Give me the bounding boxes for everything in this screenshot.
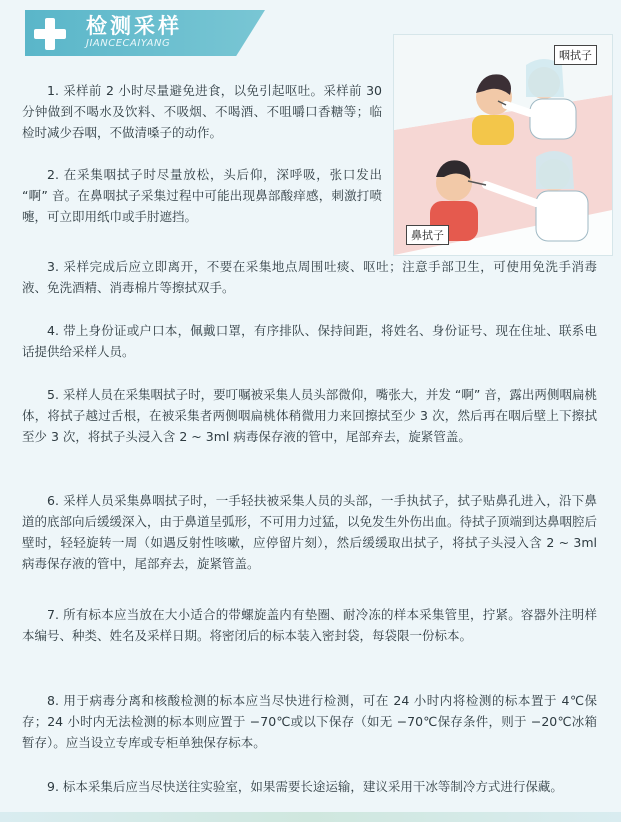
paragraph-7: 7. 所有标本应当放在大小适合的带螺旋盖内有垫圈、耐冷冻的样本采集管里，拧紧。容器外注明样本编号、种类、姓名及采样日期。将密闭后的标本装入密封袋，每袋限一份标本。: [22, 607, 597, 643]
paragraph-3: 3. 采样完成后应立即离开，不要在采集地点周围吐痰、呕吐；注意手部卫生，可使用免洗手消毒液、免洗酒精、消毒棉片等擦拭双手。: [22, 259, 597, 295]
page-title: 检测采样: [86, 14, 182, 38]
paragraph-6: 6. 采样人员采集鼻咽拭子时，一手轻扶被采集人员的头部，一手执拭子，拭子贴鼻孔进入，沿下鼻道的底部向后缓缓深入，由于鼻道呈弧形，不可用力过猛，以免发生外伤出血。待拭子顶端到达鼻咽腔后壁时，轻轻旋转一周（如遇反射性咳嗽，应停留片刻），然后缓缓取出拭子，将拭子头浸入含 2 ~ 3ml 病毒保存液的管中，尾部弃去，旋紧管盖。: [22, 493, 598, 571]
paragraph-1: 1. 采样前 2 小时尽量避免进食，以免引起呕吐。采样前 30 分钟做到不喝水及饮料、不吸烟、不喝酒、不咀嚼口香糖等；临检时减少吞咽，不做清嗓子的动作。: [22, 83, 382, 140]
page-subtitle: JIANCECAIYANG: [86, 38, 171, 49]
nose-swab-label: 鼻拭子: [406, 225, 449, 245]
bottom-decoration: [0, 812, 621, 822]
medical-cross-icon: [34, 18, 66, 50]
throat-swab-label: 咽拭子: [554, 45, 597, 65]
paragraph-9: 9. 标本采集后应当尽快送往实验室，如果需要长途运输，建议采用干冰等制冷方式进行保藏。: [47, 779, 563, 794]
paragraph-4: 4. 带上身份证或户口本，佩戴口罩，有序排队、保持间距，将姓名、身份证号、现在住址、联系电话提供给采样人员。: [22, 323, 597, 359]
paragraph-2: 2. 在采集咽拭子时尽量放松，头后仰，深呼吸，张口发出 “啊” 音。在鼻咽拭子采集过程中可能出现鼻部酸痒感，刺激打喷嚏，可立即用纸巾或手肘遮挡。: [22, 167, 382, 224]
swab-illustration: [393, 34, 613, 256]
paragraph-8: 8. 用于病毒分离和核酸检测的标本应当尽快进行检测，可在 24 小时内将检测的标本置于 4℃保存；24 小时内无法检测的标本则应置于 −70℃或以下保存（如无 −70℃保存条件，则于 −20℃冰箱暂存）。应当设立专库或专柜单独保存标本。: [22, 693, 597, 750]
swab-sampling-illustration: [394, 35, 612, 255]
paragraph-5: 5. 采样人员在采集咽拭子时，要叮嘱被采集人员头部微仰，嘴张大，并发 “啊” 音，露出两侧咽扁桃体，将拭子越过舌根，在被采集者两侧咽扁桃体稍微用力来回擦拭至少 3 次，然后再在咽后壁上下擦拭至少 3 次，将拭子头浸入含 2 ~ 3ml 病毒保存液的管中，尾部弃去，旋紧管盖。: [22, 387, 597, 444]
